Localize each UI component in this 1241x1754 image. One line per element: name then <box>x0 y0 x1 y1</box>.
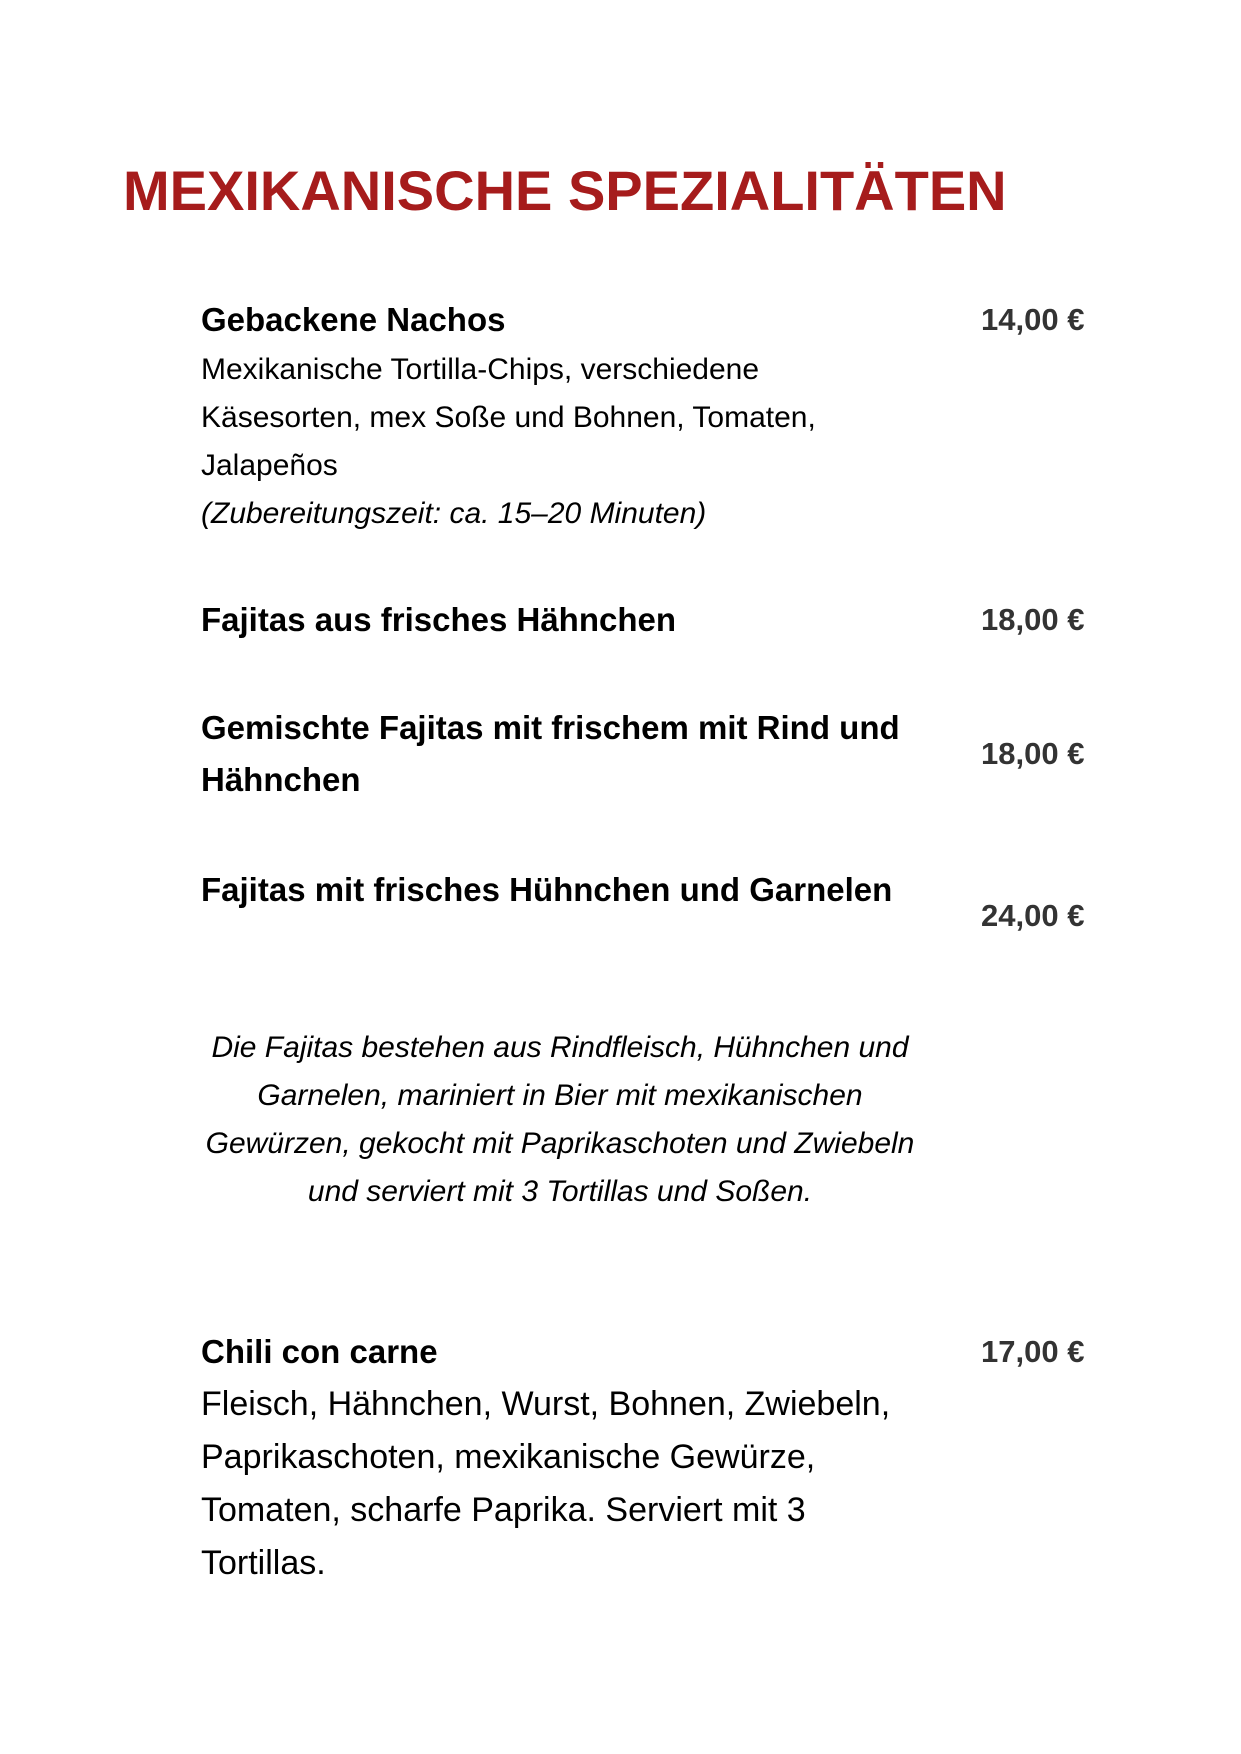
menu-item-fajitas-haehnchen <box>201 594 1201 646</box>
menu-item-price: 18,00 € <box>981 602 1085 637</box>
menu-item-fajitas-garnelen <box>201 864 1201 933</box>
menu-item-note: (Zubereitungszeit: ca. 15–20 Minuten) <box>201 497 707 530</box>
fajitas-info-text: Die Fajitas bestehen aus Rindfleisch, Hühnchen und Garnelen, mariniert in Bier mit mexikanischen Gewürzen, gekocht mit Paprikaschoten und Zwiebeln und serviert mit 3 Tortillas und Soßen. <box>205 1031 915 1208</box>
page-title: MEXIKANISCHE SPEZIALITÄTEN <box>123 159 1007 222</box>
menu-item-price: 18,00 € <box>981 736 1085 771</box>
menu-item-chili-con-carne <box>201 1326 1201 1590</box>
menu-item-nachos <box>201 294 1201 538</box>
menu-item-name: Gebackene Nachos <box>201 301 506 338</box>
menu-item-name: Chili con carne <box>201 1333 438 1370</box>
menu-item-description: Fleisch, Hähnchen, Wurst, Bohnen, Zwiebeln, Paprikaschoten, mexikanische Gewürze, Tomaten, scharfe Paprika. Serviert mit 3 Tortillas. <box>201 1385 891 1582</box>
menu-item-description: Mexikanische Tortilla-Chips, verschiedene Käsesorten, mex Soße und Bohnen, Tomaten, Jalapeños <box>201 353 816 482</box>
menu-item-gemischte-fajitas <box>201 702 1201 806</box>
menu-item-price: 24,00 € <box>981 898 1085 933</box>
menu-item-name: Fajitas mit frisches Hühnchen und Garnelen <box>201 871 893 908</box>
menu-item-name: Fajitas aus frisches Hähnchen <box>201 601 677 638</box>
menu-item-name: Gemischte Fajitas mit frischem mit Rind und Hähnchen <box>201 709 900 798</box>
menu-item-price: 17,00 € <box>981 1334 1085 1369</box>
menu-item-price: 14,00 € <box>981 302 1085 337</box>
